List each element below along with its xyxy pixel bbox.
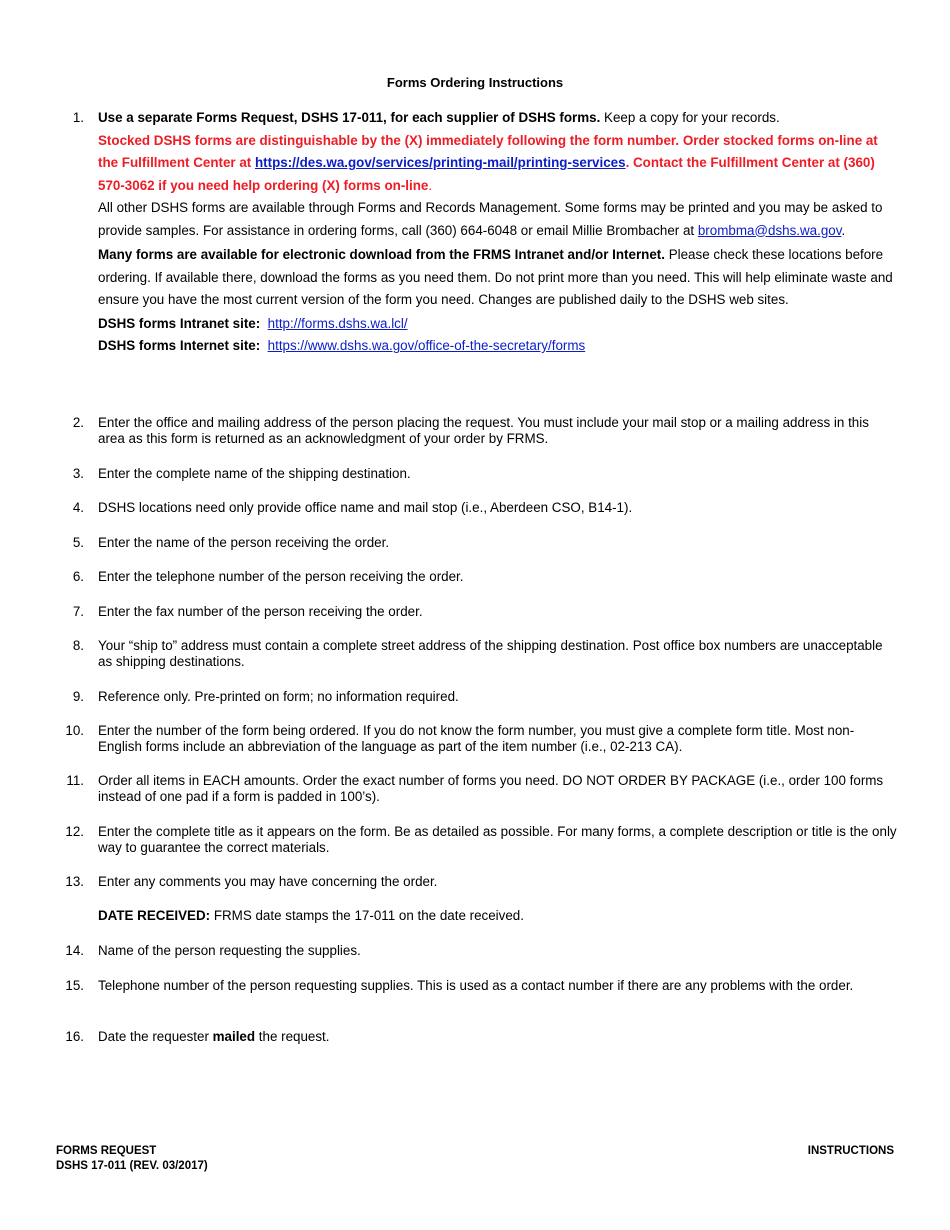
footer-section-label: INSTRUCTIONS xyxy=(807,1145,894,1157)
item-text: Enter the fax number of the person receiving the order. xyxy=(98,604,423,619)
email-link[interactable]: brombma@dshs.wa.gov xyxy=(697,222,842,238)
item-text: Telephone number of the person requesting supplies. This is used as a contact number if there are any problems with the order. xyxy=(98,978,854,993)
item-number: 6. xyxy=(72,569,84,584)
item-text: Enter the name of the person receiving the order. xyxy=(98,535,390,550)
intranet-link[interactable]: http://forms.dshs.wa.lcl/ xyxy=(267,315,408,331)
item-1-lead-rest: Keep a copy for your records. xyxy=(600,110,780,125)
item-number: 8. xyxy=(72,638,84,653)
fulfillment-center-link[interactable]: https://des.wa.gov/services/printing-mail/printing-services xyxy=(254,155,626,170)
fulfillment-period: . xyxy=(428,177,433,193)
item-text: Enter any comments you may have concerning the order. xyxy=(98,874,438,889)
download-paragraph xyxy=(98,244,898,312)
frms-paragraph xyxy=(98,197,898,242)
intranet-label: DSHS forms Intranet site: xyxy=(98,315,261,331)
download-bold: Many forms are available for electronic download from the FRMS Intranet and/or Internet. xyxy=(98,247,665,262)
item-text: Enter the complete name of the shipping destination. xyxy=(98,466,411,481)
item-text: Enter the telephone number of the person receiving the order. xyxy=(98,569,464,584)
item-number: 11. xyxy=(66,773,84,788)
fulfillment-text-b: . Contact the Fulfillment Center at (360) 570-3062 if you need help ordering (X) forms on-line xyxy=(98,155,875,193)
date-received-text xyxy=(98,908,898,924)
item-number: 14. xyxy=(65,943,84,958)
item-16-pre: Date the requester xyxy=(98,1029,213,1044)
item-number: 10. xyxy=(65,723,84,738)
item-number: 2. xyxy=(72,415,84,430)
item-text: DSHS locations need only provide office name and mail stop (i.e., Aberdeen CSO, B14-1). xyxy=(98,500,633,515)
item-text xyxy=(98,1029,898,1045)
footer-form-name: FORMS REQUEST xyxy=(56,1145,157,1157)
frms-text: All other DSHS forms are available through Forms and Records Management. Some forms may be printed and you may be asked to provide samples. For assistance in ordering forms, call (360) 664-6048 or email Millie Brombacher at xyxy=(98,200,883,238)
download-text: Please check these locations before ordering. If available there, download the forms as you need them. Do not print more than you need. This will help eliminate waste and ensure you have the most current version of the form you need. Changes are published daily to the DSHS web sites. xyxy=(98,247,893,307)
item-number: 9. xyxy=(72,689,84,704)
item-number: 12. xyxy=(65,824,84,839)
item-text: Your “ship to” address must contain a complete street address of the shipping destination. Post office box numbers are unacceptable as shipping destinations. xyxy=(98,638,883,669)
item-number: 16. xyxy=(65,1029,84,1044)
item-number: 15. xyxy=(65,978,84,993)
item-number: 4. xyxy=(72,500,84,515)
footer-form-number: DSHS 17-011 (REV. 03/2017) xyxy=(56,1160,208,1172)
item-number: 1. xyxy=(72,110,84,125)
item-text: Order all items in EACH amounts. Order the exact number of forms you need. DO NOT ORDER BY PACKAGE (i.e., order 100 forms instead of one pad if a form is padded in 100’s). xyxy=(98,773,884,804)
item-text: Enter the office and mailing address of the person placing the request. You must include your mail stop or a mailing address in this area as this form is returned as an acknowledgment of your order by FRMS. xyxy=(98,415,869,446)
item-text: Enter the number of the form being ordered. If you do not know the form number, you must give a complete form title. Most non-English forms include an abbreviation of the language as part of the item number (i.e., 02-213 CA). xyxy=(98,723,855,754)
item-number: 13. xyxy=(65,874,84,889)
item-text: Name of the person requesting the supplies. xyxy=(98,943,361,958)
internet-label: DSHS forms Internet site: xyxy=(98,338,261,353)
internet-link[interactable]: https://www.dshs.wa.gov/office-of-the-secretary/forms xyxy=(267,338,586,353)
item-number: 5. xyxy=(72,535,84,550)
intranet-row xyxy=(98,313,898,336)
date-received-desc: FRMS date stamps the 17-011 on the date received. xyxy=(210,908,524,923)
item-body xyxy=(98,107,898,358)
item-number: 7. xyxy=(72,604,84,619)
item-1-bold-lead: Use a separate Forms Request, DSHS 17-011, for each supplier of DSHS forms. xyxy=(98,110,601,125)
fulfillment-text-a: Stocked DSHS forms are distinguishable by the (X) immediately following the form number. Order stocked forms on-line at the Fulfillment Center at xyxy=(98,132,878,170)
item-number: 3. xyxy=(72,466,84,481)
date-received-label: DATE RECEIVED: xyxy=(98,908,211,923)
fulfillment-notice xyxy=(98,130,898,198)
footer-form-id xyxy=(56,1144,208,1174)
item-16-bold: mailed xyxy=(212,1029,256,1044)
item-1-lead xyxy=(98,107,898,130)
page-title: Forms Ordering Instructions xyxy=(386,75,564,90)
item-text: Enter the complete title as it appears on the form. Be as detailed as possible. For many forms, a complete description or title is the only way to guarantee the correct materials. xyxy=(98,824,897,855)
item-16-post: the request. xyxy=(255,1029,330,1044)
item-text: Reference only. Pre-printed on form; no information required. xyxy=(98,689,459,704)
frms-text-end: . xyxy=(841,222,846,238)
internet-row xyxy=(98,335,898,358)
